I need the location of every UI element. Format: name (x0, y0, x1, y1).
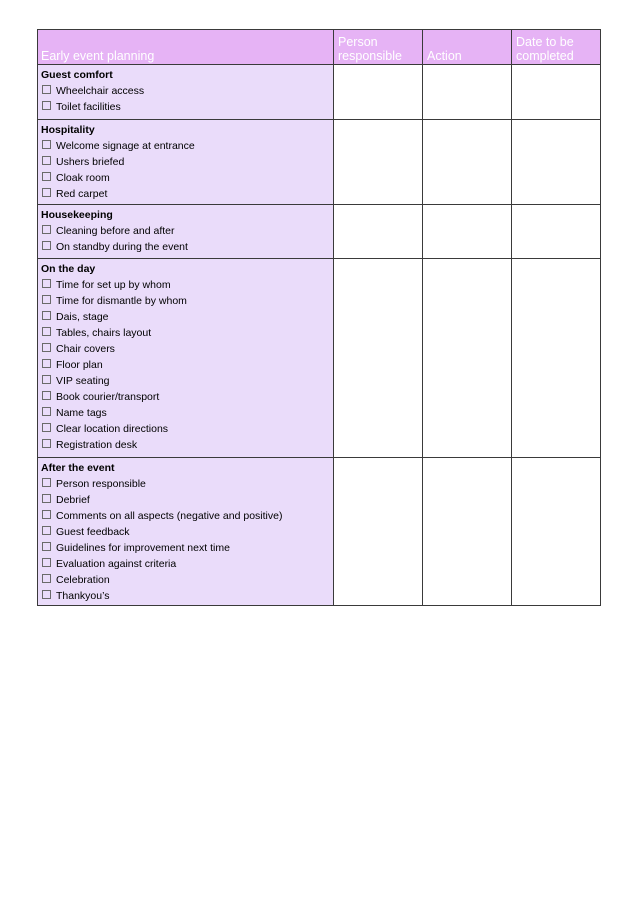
item-label: Toilet facilities (56, 101, 121, 113)
header-action: Action (423, 30, 512, 65)
checklist-item (41, 187, 330, 203)
checkbox-icon[interactable] (42, 101, 51, 110)
item-label: Floor plan (56, 359, 103, 371)
item-label: Tables, chairs layout (56, 327, 152, 339)
checklist-item (41, 438, 330, 454)
item-label: Cleaning before and after (56, 225, 175, 237)
date-cell[interactable] (512, 65, 601, 120)
checkbox-icon[interactable] (42, 279, 51, 288)
item-label: Comments on all aspects (negative and positive) (56, 510, 283, 522)
item-label: Welcome signage at entrance (56, 140, 195, 152)
checkbox-icon[interactable] (42, 391, 51, 400)
item-label: Time for dismantle by whom (56, 295, 187, 307)
checklist-item (41, 278, 330, 294)
item-label: VIP seating (56, 375, 110, 387)
checkbox-icon[interactable] (42, 85, 51, 94)
section-row-guest-comfort (38, 65, 601, 120)
section-title: On the day (41, 263, 96, 275)
checklist-item (41, 310, 330, 326)
section-title: Hospitality (41, 124, 95, 136)
checklist-item (41, 422, 330, 438)
action-cell[interactable] (423, 205, 512, 259)
checklist-item (41, 573, 330, 589)
checklist-item (41, 171, 330, 187)
header-date-to-be-completed: Date to be completed (512, 30, 601, 65)
section-row-after-the-event (38, 458, 601, 606)
checklist-item (41, 557, 330, 573)
item-label: Chair covers (56, 343, 115, 355)
checkbox-icon[interactable] (42, 311, 51, 320)
checkbox-icon[interactable] (42, 439, 51, 448)
event-planning-table (37, 29, 601, 606)
item-label: Red carpet (56, 188, 108, 200)
checkbox-icon[interactable] (42, 295, 51, 304)
checkbox-icon[interactable] (42, 327, 51, 336)
checkbox-icon[interactable] (42, 359, 51, 368)
checkbox-icon[interactable] (42, 241, 51, 250)
item-label: On standby during the event (56, 241, 188, 253)
item-label: Thankyou’s (56, 590, 110, 602)
section-title: After the event (41, 462, 115, 474)
checklist-item (41, 358, 330, 374)
action-cell[interactable] (423, 259, 512, 458)
header-person-responsible: Person responsible (334, 30, 423, 65)
action-cell[interactable] (423, 65, 512, 120)
section-row-housekeeping (38, 205, 601, 259)
checkbox-icon[interactable] (42, 407, 51, 416)
action-cell[interactable] (423, 120, 512, 205)
item-label: Time for set up by whom (56, 279, 171, 291)
item-label: Guest feedback (56, 526, 130, 538)
item-label: Registration desk (56, 439, 138, 451)
checklist-item (41, 240, 330, 256)
checkbox-icon[interactable] (42, 510, 51, 519)
item-label: Dais, stage (56, 311, 109, 323)
person-responsible-cell[interactable] (334, 458, 423, 606)
checklist-item (41, 541, 330, 557)
checklist-item (41, 374, 330, 390)
date-cell[interactable] (512, 205, 601, 259)
person-responsible-cell[interactable] (334, 65, 423, 120)
checkbox-icon[interactable] (42, 590, 51, 599)
checklist-item (41, 84, 330, 100)
checklist-item (41, 589, 330, 605)
item-label: Cloak room (56, 172, 110, 184)
section-title: Housekeeping (41, 209, 113, 221)
checklist-item (41, 139, 330, 155)
checkbox-icon[interactable] (42, 375, 51, 384)
checkbox-icon[interactable] (42, 140, 51, 149)
task-cell (38, 259, 334, 458)
item-label: Clear location directions (56, 423, 169, 435)
checklist-item (41, 342, 330, 358)
task-cell (38, 458, 334, 606)
date-cell[interactable] (512, 458, 601, 606)
person-responsible-cell[interactable] (334, 205, 423, 259)
item-label: Celebration (56, 574, 110, 586)
checkbox-icon[interactable] (42, 574, 51, 583)
item-label: Person responsible (56, 478, 146, 490)
task-cell (38, 205, 334, 259)
checklist-item (41, 294, 330, 310)
task-cell (38, 120, 334, 205)
checklist-item (41, 477, 330, 493)
checkbox-icon[interactable] (42, 526, 51, 535)
checkbox-icon[interactable] (42, 343, 51, 352)
header-early-event-planning: Early event planning (38, 30, 334, 65)
checklist-item (41, 493, 330, 509)
checklist-item (41, 155, 330, 171)
checklist-item (41, 100, 330, 116)
section-title: Guest comfort (41, 69, 113, 81)
checklist-item (41, 525, 330, 541)
person-responsible-cell[interactable] (334, 259, 423, 458)
checkbox-icon[interactable] (42, 542, 51, 551)
item-label: Debrief (56, 494, 90, 506)
checkbox-icon[interactable] (42, 225, 51, 234)
item-label: Guidelines for improvement next time (56, 542, 230, 554)
header-row (38, 30, 601, 65)
checkbox-icon[interactable] (42, 478, 51, 487)
item-label: Name tags (56, 407, 107, 419)
section-row-hospitality (38, 120, 601, 205)
checklist-item (41, 390, 330, 406)
checkbox-icon[interactable] (42, 188, 51, 197)
date-cell[interactable] (512, 259, 601, 458)
action-cell[interactable] (423, 458, 512, 606)
person-responsible-cell[interactable] (334, 120, 423, 205)
checklist-item (41, 406, 330, 422)
checkbox-icon[interactable] (42, 423, 51, 432)
item-label: Evaluation against criteria (56, 558, 177, 570)
checklist-item (41, 224, 330, 240)
section-row-on-the-day (38, 259, 601, 458)
checklist-item (41, 326, 330, 342)
item-label: Ushers briefed (56, 156, 125, 168)
checkbox-icon[interactable] (42, 494, 51, 503)
checklist-item (41, 509, 330, 525)
checkbox-icon[interactable] (42, 156, 51, 165)
item-label: Wheelchair access (56, 85, 145, 97)
date-cell[interactable] (512, 120, 601, 205)
task-cell (38, 65, 334, 120)
checkbox-icon[interactable] (42, 172, 51, 181)
checkbox-icon[interactable] (42, 558, 51, 567)
item-label: Book courier/transport (56, 391, 160, 403)
